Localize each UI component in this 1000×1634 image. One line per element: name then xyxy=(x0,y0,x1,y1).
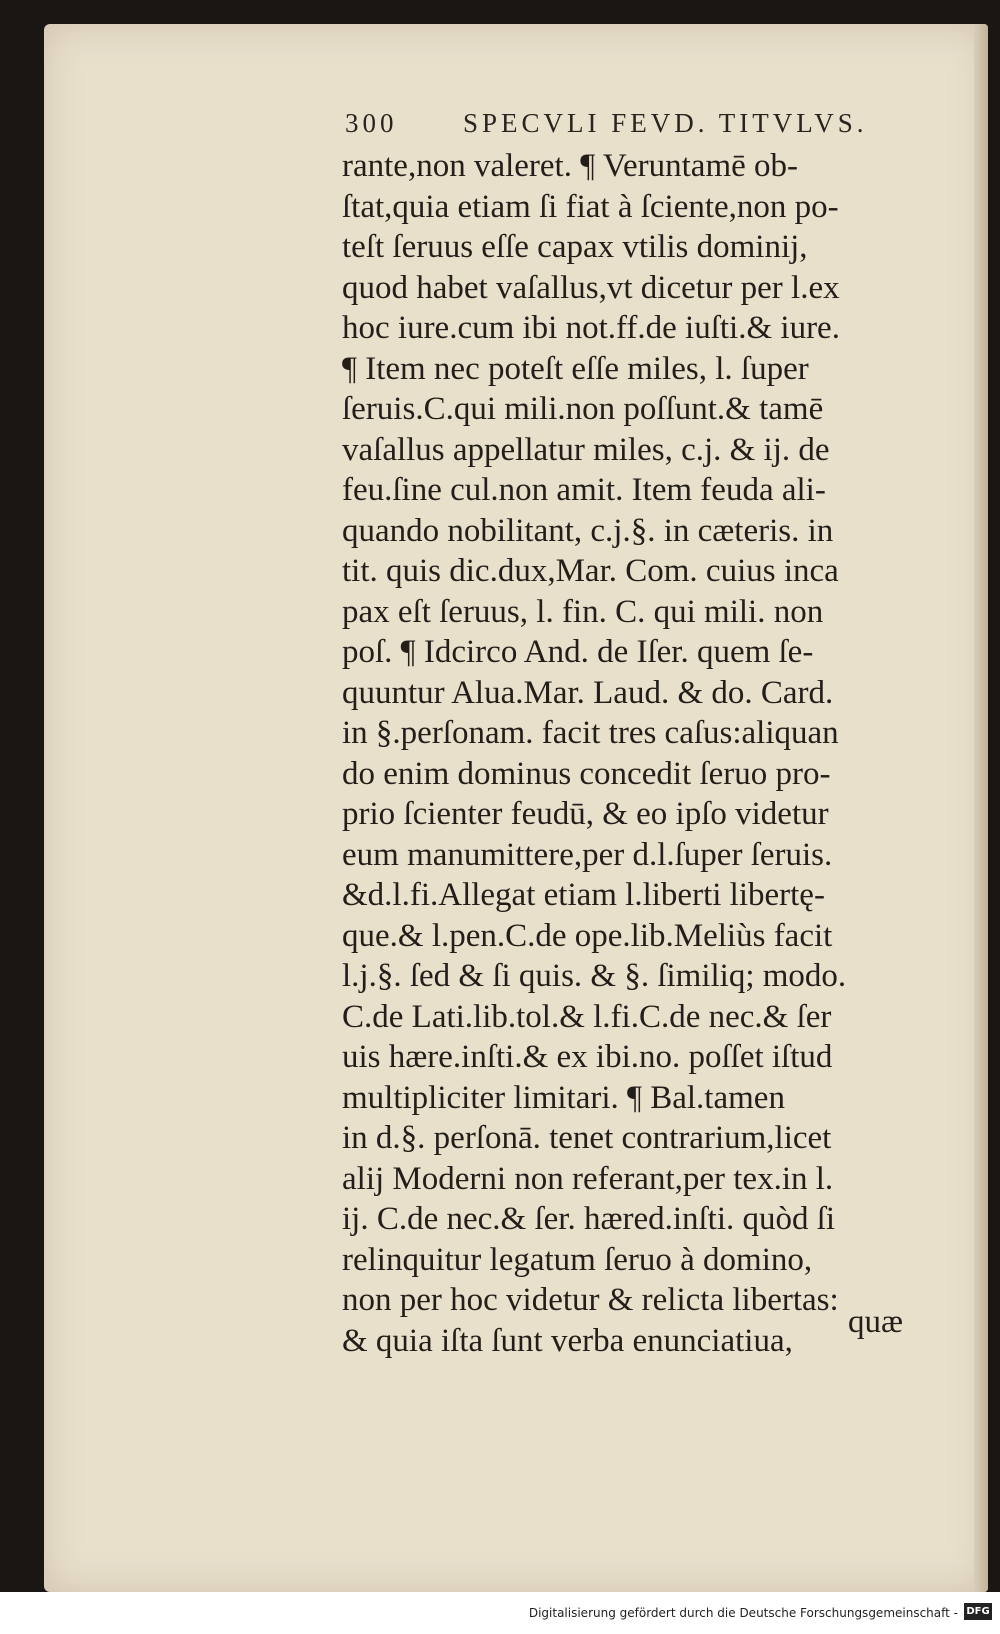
folio-number: 300 xyxy=(345,108,398,138)
text-line: ſtat,quia etiam ſi fiat à ſciente,non po- xyxy=(342,188,839,225)
page-header xyxy=(345,108,925,142)
text-line: multipliciter limitari. ¶ Bal.tamen xyxy=(342,1079,785,1116)
text-line: vaſallus appellatur miles, c.j. & ij. de xyxy=(342,431,830,468)
text-line: quod habet vaſallus,vt dicetur per l.ex xyxy=(342,269,840,306)
text-line: l.j.§. ſed & ſi quis. & §. ſimiliq; modo. xyxy=(342,958,847,994)
digitization-footer xyxy=(0,1592,1000,1634)
funding-credit: Digitalisierung gefördert durch die Deutsche Forschungsgemeinschaft - xyxy=(528,1606,958,1620)
text-line: eum manumittere,per d.l.ſuper ſeruis. xyxy=(342,836,833,873)
text-line: & quia iſta ſunt verba enunciatiua, xyxy=(342,1322,793,1359)
text-line: ſeruis.C.qui mili.non poſſunt.& tamē xyxy=(342,391,824,427)
text-line: ij. C.de nec.& ſer. hæred.inſti. quòd ſi xyxy=(342,1201,836,1237)
text-line: &d.l.fi.Allegat etiam l.liberti libertę- xyxy=(342,877,825,913)
text-line: quando nobilitant, c.j.§. in cæteris. in xyxy=(342,512,834,549)
text-line: non per hoc videtur & relicta libertas: xyxy=(342,1282,839,1318)
text-line: ¶ Item nec poteſt eſſe miles, l. ſuper xyxy=(342,350,809,387)
text-line: relinquitur legatum ſeruo à domino, xyxy=(342,1241,813,1278)
text-line: que.& l.pen.C.de ope.lib.Meliùs facit xyxy=(342,917,833,954)
text-line: C.de Lati.lib.tol.& l.fi.C.de nec.& ſer xyxy=(342,998,832,1035)
text-line: hoc iure.cum ibi not.ff.de iuſti.& iure. xyxy=(342,310,840,346)
page-edge xyxy=(974,24,988,1592)
text-line: poſ. ¶ Idcirco And. de Iſer. quem ſe- xyxy=(342,634,814,670)
text-line: do enim dominus concedit ſeruo pro- xyxy=(342,755,831,792)
dfg-logo: DFG xyxy=(964,1603,992,1620)
running-title: SPECVLI FEVD. TITVLVS. xyxy=(463,108,868,138)
text-line: rante,non valeret. ¶ Veruntamē ob- xyxy=(342,148,799,184)
text-line: teſt ſeruus eſſe capax vtilis dominij, xyxy=(342,229,808,265)
text-line: feu.ſine cul.non amit. Item feuda ali- xyxy=(342,472,826,508)
text-line: in §.perſonam. facit tres caſus:aliquan xyxy=(342,715,839,751)
text-line: quuntur Alua.Mar. Laud. & do. Card. xyxy=(342,674,834,711)
text-line: in d.§. perſonā. tenet contrarium,licet xyxy=(342,1120,832,1156)
text-line: pax eſt ſeruus, l. fin. C. qui mili. non xyxy=(342,593,824,630)
text-line: prio ſcienter feudū, & eo ipſo videtur xyxy=(342,796,829,832)
text-line: alij Moderni non referant,per tex.in l. xyxy=(342,1160,834,1197)
body-text xyxy=(342,146,927,1361)
text-line: uis hære.inſti.& ex ibi.no. poſſet iſtud xyxy=(342,1039,833,1075)
catchword: quæ xyxy=(848,1304,904,1340)
text-line: tit. quis dic.dux,Mar. Com. cuius inca xyxy=(342,553,839,589)
